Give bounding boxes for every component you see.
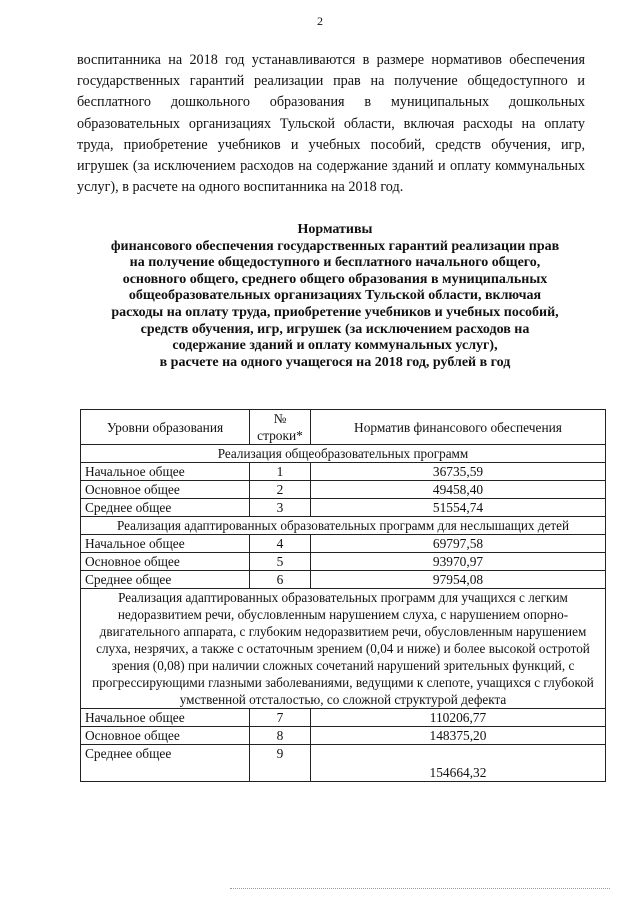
section-title: Реализация адаптированных образовательных программ для учащихся с легким недоразвитием речи, обусловленным нарушением слуха, с нарушением опорно-двигательного аппарата, с глубоким недоразвитием речи, обусловленным нарушением слуха, незрячих, а также с остаточным зрением (0,04 и ниже) и более высокой остротой зрения (0,08) при наличии сложных сочетаний нарушений зрительных функций, с прогрессирующими глазными заболеваниями, ведущими к слепоте, учащихся с глубокой умственной отсталостью, со сложной структурой дефекта [81, 589, 606, 709]
table-row [81, 499, 606, 517]
table-row [81, 709, 606, 727]
heading-line: основного общего, среднего общего образования в муниципальных [122, 271, 548, 287]
value-cell: 148375,20 [311, 727, 606, 745]
heading-line: в расчете на одного учащегося на 2018 год, рублей в год [159, 354, 511, 370]
table-row [81, 463, 606, 481]
value-cell: 97954,08 [311, 571, 606, 589]
header-norm: Норматив финансового обеспечения [311, 410, 606, 445]
row-number-cell: 2 [250, 481, 311, 499]
row-number-cell: 6 [250, 571, 311, 589]
value-cell: 154664,32 [311, 745, 606, 782]
value-cell: 93970,97 [311, 553, 606, 571]
section-title: Реализация общеобразовательных программ [81, 445, 606, 463]
level-cell: Начальное общее [81, 709, 250, 727]
section-row [81, 517, 606, 535]
row-number-cell: 3 [250, 499, 311, 517]
level-cell: Основное общее [81, 727, 250, 745]
header-level: Уровни образования [81, 410, 250, 445]
row-number-cell: 5 [250, 553, 311, 571]
heading-line: на получение общедоступного и бесплатного начального общего, [129, 255, 541, 271]
level-cell: Среднее общее [81, 745, 250, 782]
section-row [81, 445, 606, 463]
level-cell: Основное общее [81, 553, 250, 571]
norms-table [80, 409, 606, 782]
row-number-cell: 9 [250, 745, 311, 782]
level-cell: Начальное общее [81, 535, 250, 553]
page-number: 2 [317, 14, 323, 28]
heading-line: финансового обеспечения государственных гарантий реализации прав [110, 238, 560, 254]
table-row [81, 535, 606, 553]
level-cell: Основное общее [81, 481, 250, 499]
document-heading [70, 222, 600, 371]
value-cell: 49458,40 [311, 481, 606, 499]
row-number-cell: 4 [250, 535, 311, 553]
level-cell: Среднее общее [81, 571, 250, 589]
value-cell: 69797,58 [311, 535, 606, 553]
row-number-cell: 7 [250, 709, 311, 727]
value-cell: 110206,77 [311, 709, 606, 727]
intro-paragraph: воспитанника на 2018 год устанавливаются в размере нормативов обеспечения государственных гарантий реализации прав на получение общедоступного и бесплатного дошкольного образования в муниципальных дошкольных образовательных организациях Тульской области, включая расходы на оплату труда, приобретение учебников и учебных пособий, средств обучения, игр, игрушек (за исключением расходов на содержание зданий и оплату коммунальных услуг), в расчете на одного воспитанника на 2018 год. [77, 52, 585, 196]
heading-line: расходы на оплату труда, приобретение учебников и учебных пособий, [111, 304, 559, 320]
table-row [81, 727, 606, 745]
row-number-cell: 1 [250, 463, 311, 481]
header-row-number: № строки* [250, 410, 311, 445]
table-row [81, 481, 606, 499]
scan-artifact-line [230, 888, 610, 889]
value-cell: 36735,59 [311, 463, 606, 481]
value-cell: 51554,74 [311, 499, 606, 517]
row-number-cell: 8 [250, 727, 311, 745]
heading-line: Нормативы [297, 222, 373, 237]
section-title: Реализация адаптированных образовательных программ для неслышащих детей [81, 517, 606, 535]
heading-line: средств обучения, игр, игрушек (за исключением расходов на [140, 321, 530, 337]
heading-line: содержание зданий и оплату коммунальных услуг), [172, 338, 498, 354]
table-row [81, 553, 606, 571]
table-header-row [81, 410, 606, 445]
section-row [81, 589, 606, 709]
table-row [81, 571, 606, 589]
level-cell: Начальное общее [81, 463, 250, 481]
heading-line: общеобразовательных организациях Тульской области, включая [128, 288, 542, 304]
table-row [81, 745, 606, 782]
level-cell: Среднее общее [81, 499, 250, 517]
